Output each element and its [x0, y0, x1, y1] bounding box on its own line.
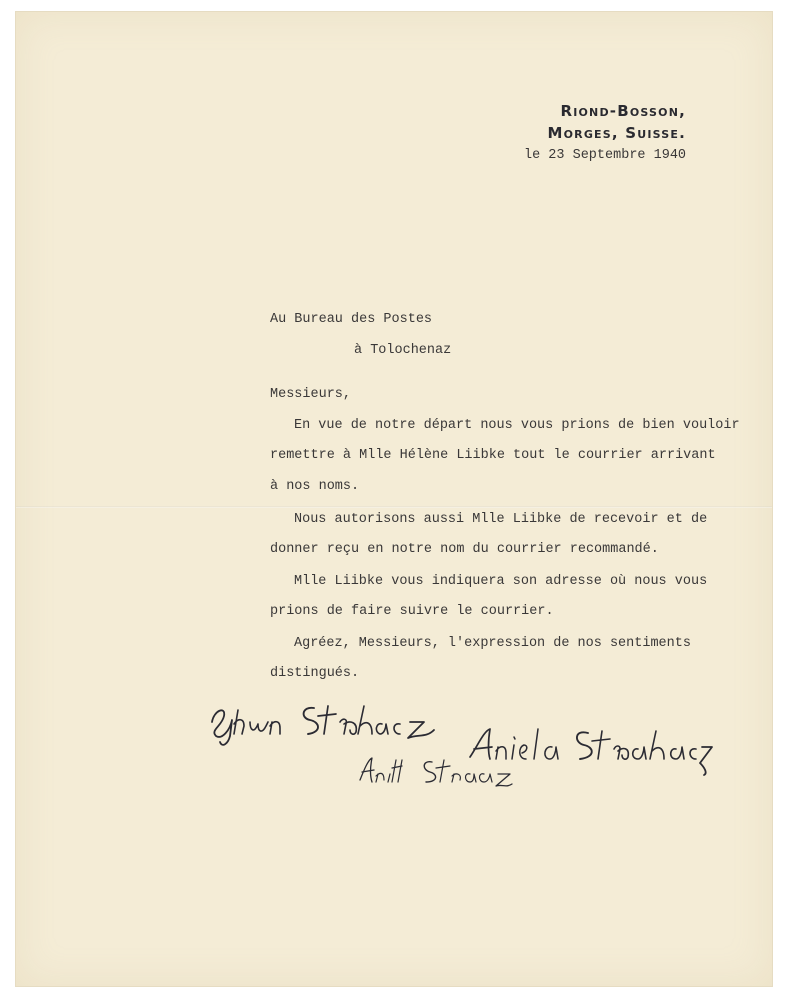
- paper-fold-crease: [16, 506, 772, 508]
- signature-sylwin-strakacz: [204, 692, 454, 752]
- recipient-line-2: à Tolochenaz: [354, 343, 452, 358]
- letter-paper: [16, 12, 772, 986]
- body-line: En vue de notre départ nous vous prions de bien vouloir: [294, 418, 740, 433]
- body-line: remettre à Mlle Hélène Liibke tout le courrier arrivant: [270, 448, 716, 463]
- recipient-line-1: Au Bureau des Postes: [270, 312, 433, 327]
- letterhead-line-1: Riond-Bosson,: [560, 102, 686, 120]
- salutation: Messieurs,: [270, 387, 352, 402]
- body-line: prions de faire suivre le courrier.: [270, 604, 554, 619]
- letter-date: le 23 Septembre 1940: [524, 148, 687, 163]
- body-line: Agréez, Messieurs, l'expression de nos sentiments: [294, 636, 691, 651]
- signature-anett-strakacz: [356, 750, 516, 794]
- body-line: à nos noms.: [270, 479, 360, 494]
- body-line: distingués.: [270, 666, 360, 681]
- letterhead: [547, 100, 686, 144]
- body-line: donner reçu en notre nom du courrier recommandé.: [270, 542, 659, 557]
- letterhead-line-2: Morges, Suisse.: [547, 124, 686, 142]
- body-line: Mlle Liibke vous indiquera son adresse où nous vous: [294, 574, 708, 589]
- body-line: Nous autorisons aussi Mlle Liibke de recevoir et de: [294, 512, 708, 527]
